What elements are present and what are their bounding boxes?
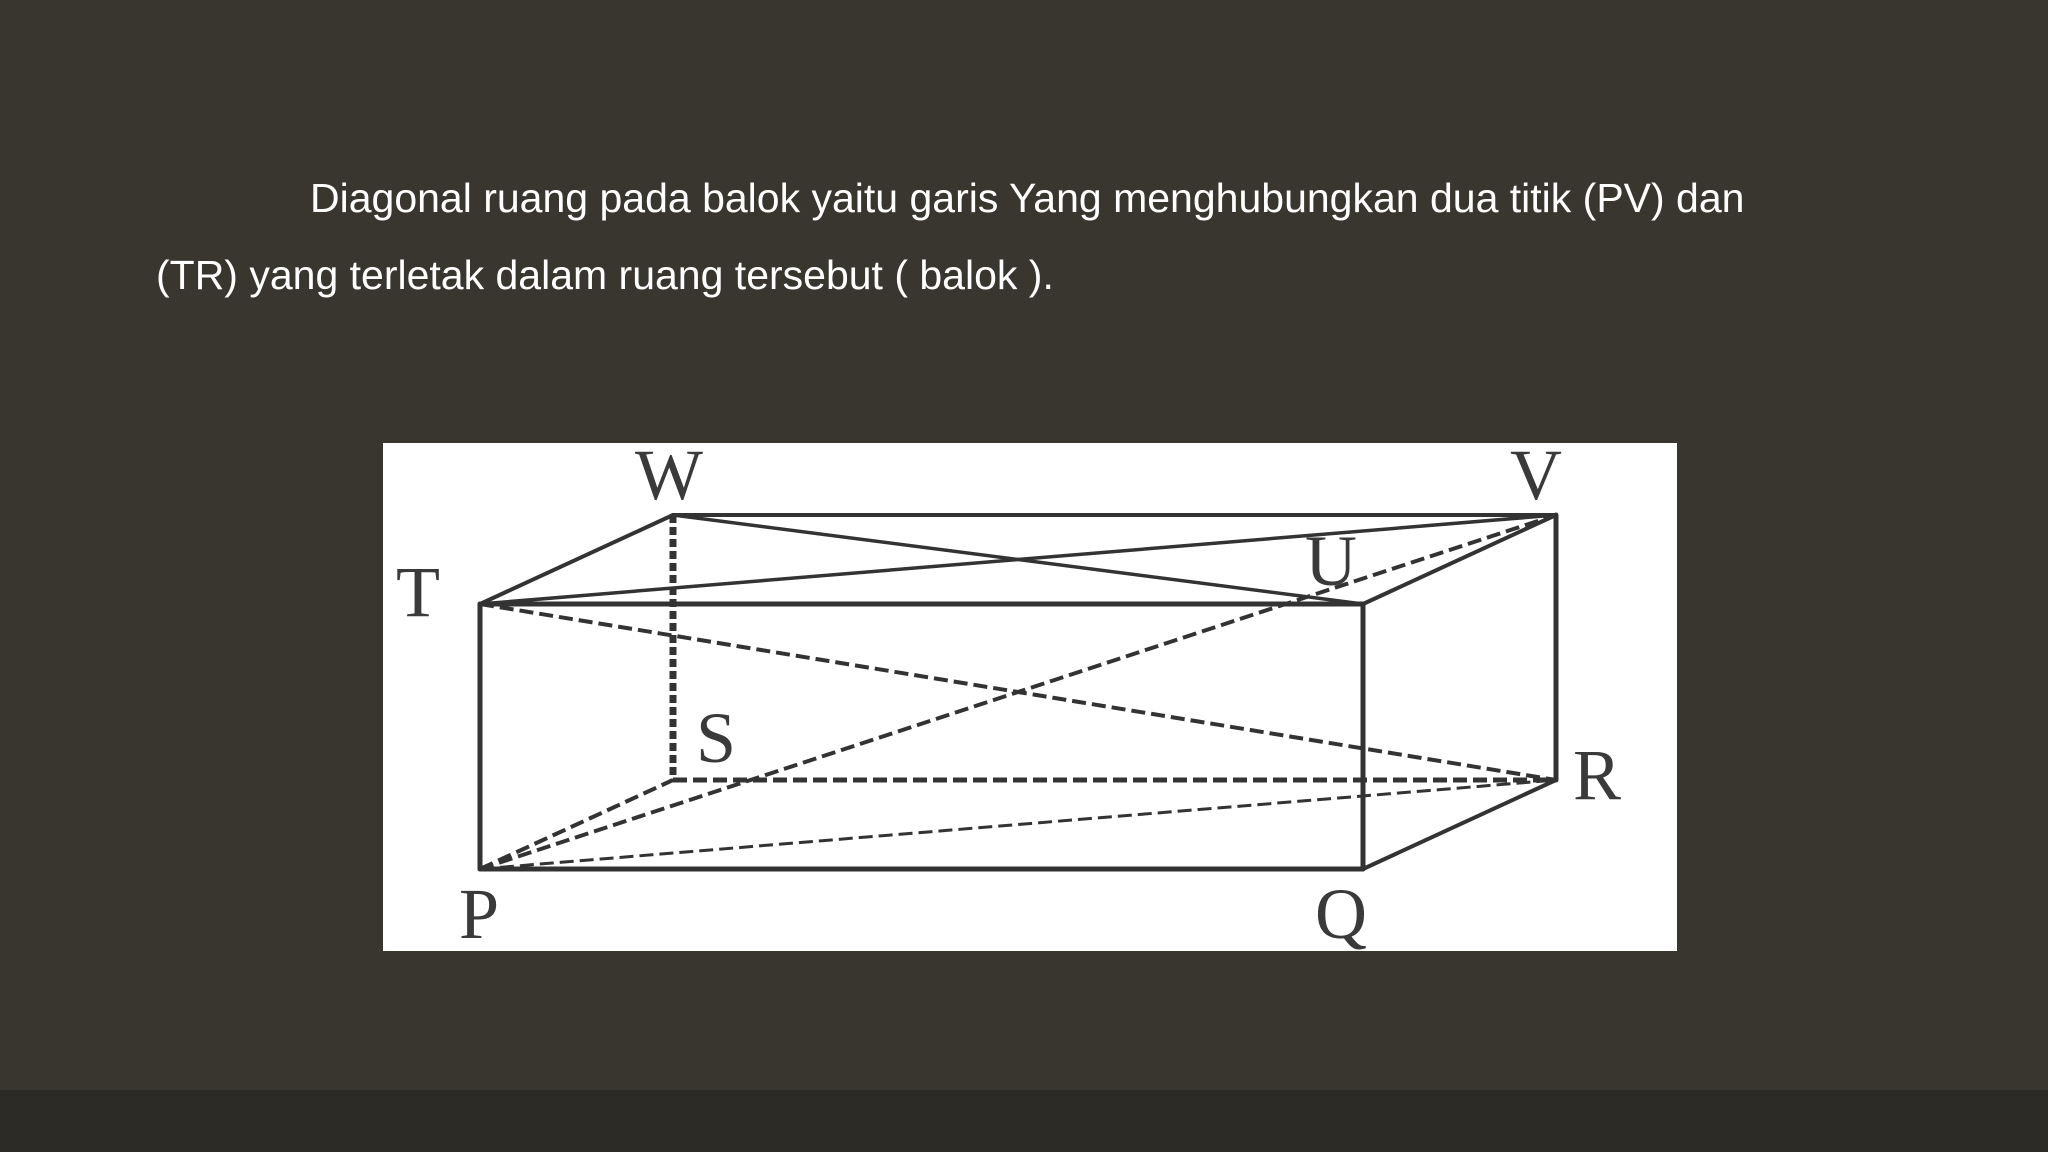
label-r: R	[1573, 735, 1622, 815]
label-s: S	[696, 698, 737, 778]
edge-qr	[1363, 780, 1556, 869]
cuboid-figure	[383, 443, 1677, 951]
slide-text	[156, 160, 1916, 314]
space-diagonal-tr	[480, 604, 1556, 780]
text-line-1: Diagonal ruang pada balok yaitu garis Yang menghubungkan dua titik (PV) dan	[310, 175, 1745, 221]
label-v: V	[1510, 443, 1562, 515]
label-t: T	[396, 552, 440, 632]
label-u: U	[1305, 521, 1357, 601]
label-p: P	[459, 874, 500, 951]
label-q: Q	[1315, 874, 1367, 951]
label-w: W	[635, 443, 703, 515]
text-line-2: (TR) yang terletak dalam ruang tersebut ( balok ).	[156, 252, 1054, 298]
cuboid-diagram	[383, 443, 1677, 951]
diagonal-wu	[673, 515, 1363, 604]
footer-bar	[0, 1090, 2048, 1152]
